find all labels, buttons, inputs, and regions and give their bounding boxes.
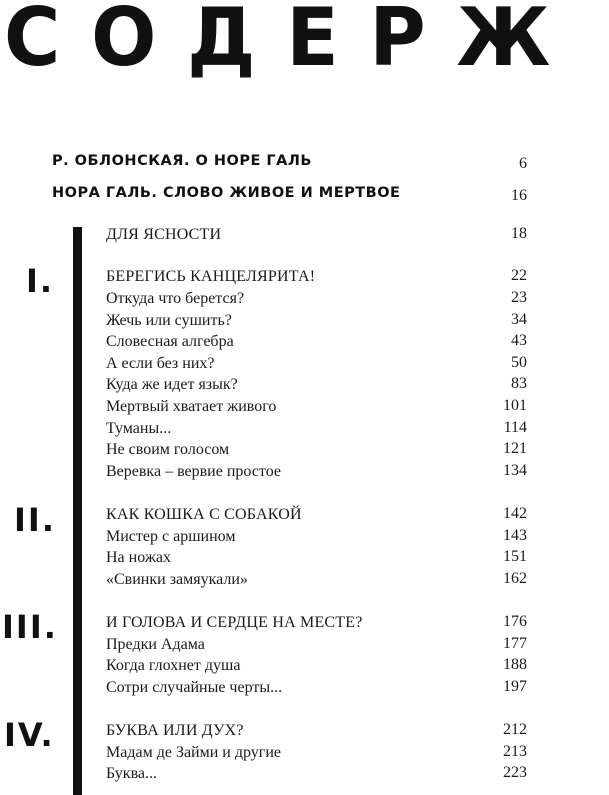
page-number: 121 xyxy=(503,440,527,457)
section-numeral: IV. xyxy=(4,716,55,754)
toc-entry-clarity[interactable]: ДЛЯ ЯСНОСТИ xyxy=(106,226,222,243)
page-number: 143 xyxy=(503,527,527,544)
section-heading[interactable]: БЕРЕГИСЬ КАНЦЕЛЯРИТА! xyxy=(106,268,316,285)
page-number: 43 xyxy=(511,332,527,349)
toc-item[interactable]: Когда глохнет душа xyxy=(106,657,241,674)
page-number: 213 xyxy=(503,743,527,760)
page-number: 18 xyxy=(511,225,527,242)
toc-item[interactable]: Сотри случайные черты... xyxy=(106,679,283,696)
vertical-rule xyxy=(73,227,82,795)
page-number: 162 xyxy=(503,570,527,587)
toc-entry-slovo[interactable]: НОРА ГАЛЬ. СЛОВО ЖИВОЕ И МЕРТВОЕ xyxy=(52,185,401,201)
toc-item[interactable]: Мадам де Займи и другие xyxy=(106,744,282,761)
page-number: 212 xyxy=(503,721,527,738)
section-heading[interactable]: КАК КОШКА С СОБАКОЙ xyxy=(106,506,302,523)
page-number: 6 xyxy=(519,155,527,172)
toc-item[interactable]: Предки Адама xyxy=(106,636,205,653)
toc-item[interactable]: Веревка – вервие простое xyxy=(106,463,281,480)
toc-item[interactable]: Буква... xyxy=(106,765,158,782)
page-number: 176 xyxy=(503,613,527,630)
toc-item[interactable]: Не своим голосом xyxy=(106,441,230,458)
section-heading[interactable]: И ГОЛОВА И СЕРДЦЕ НА МЕСТЕ? xyxy=(106,614,363,631)
page-number: 101 xyxy=(503,397,527,414)
toc-item[interactable]: На ножах xyxy=(106,549,171,566)
toc-entry-oblonskaya[interactable]: Р. ОБЛОНСКАЯ. О НОРЕ ГАЛЬ xyxy=(52,153,312,169)
page-number: 142 xyxy=(503,505,527,522)
toc-item[interactable]: Куда же идет язык? xyxy=(106,376,238,393)
page-number: 134 xyxy=(503,462,527,479)
section-numeral: I. xyxy=(26,262,55,300)
page-number: 34 xyxy=(511,311,527,328)
page-number: 22 xyxy=(511,267,527,284)
page-number: 23 xyxy=(511,289,527,306)
page-title: СОДЕРЖ xyxy=(4,0,582,84)
toc-item[interactable]: Откуда что берется? xyxy=(106,290,245,307)
page-number: 114 xyxy=(503,419,527,436)
page-number: 83 xyxy=(511,375,527,392)
toc-item[interactable]: Словесная алгебра xyxy=(106,333,234,350)
toc-item[interactable]: Туманы... xyxy=(106,420,172,437)
page-number: 151 xyxy=(503,548,527,565)
page-number: 177 xyxy=(503,635,527,652)
toc-item[interactable]: Мертвый хватает живого xyxy=(106,398,277,415)
section-heading[interactable]: БУКВА ИЛИ ДУХ? xyxy=(106,722,244,739)
page-number: 223 xyxy=(503,764,527,781)
page-number: 197 xyxy=(503,678,527,695)
toc-item[interactable]: «Свинки замяукали» xyxy=(106,571,248,588)
toc-item[interactable]: Жечь или сушить? xyxy=(106,312,232,329)
section-numeral: II. xyxy=(14,501,56,539)
page-number: 50 xyxy=(511,354,527,371)
toc-item[interactable]: А если без них? xyxy=(106,355,215,372)
toc-item[interactable]: Мистер с аршином xyxy=(106,528,236,545)
section-numeral: III. xyxy=(2,608,58,646)
page-number: 16 xyxy=(511,187,527,204)
page-number: 188 xyxy=(503,656,527,673)
